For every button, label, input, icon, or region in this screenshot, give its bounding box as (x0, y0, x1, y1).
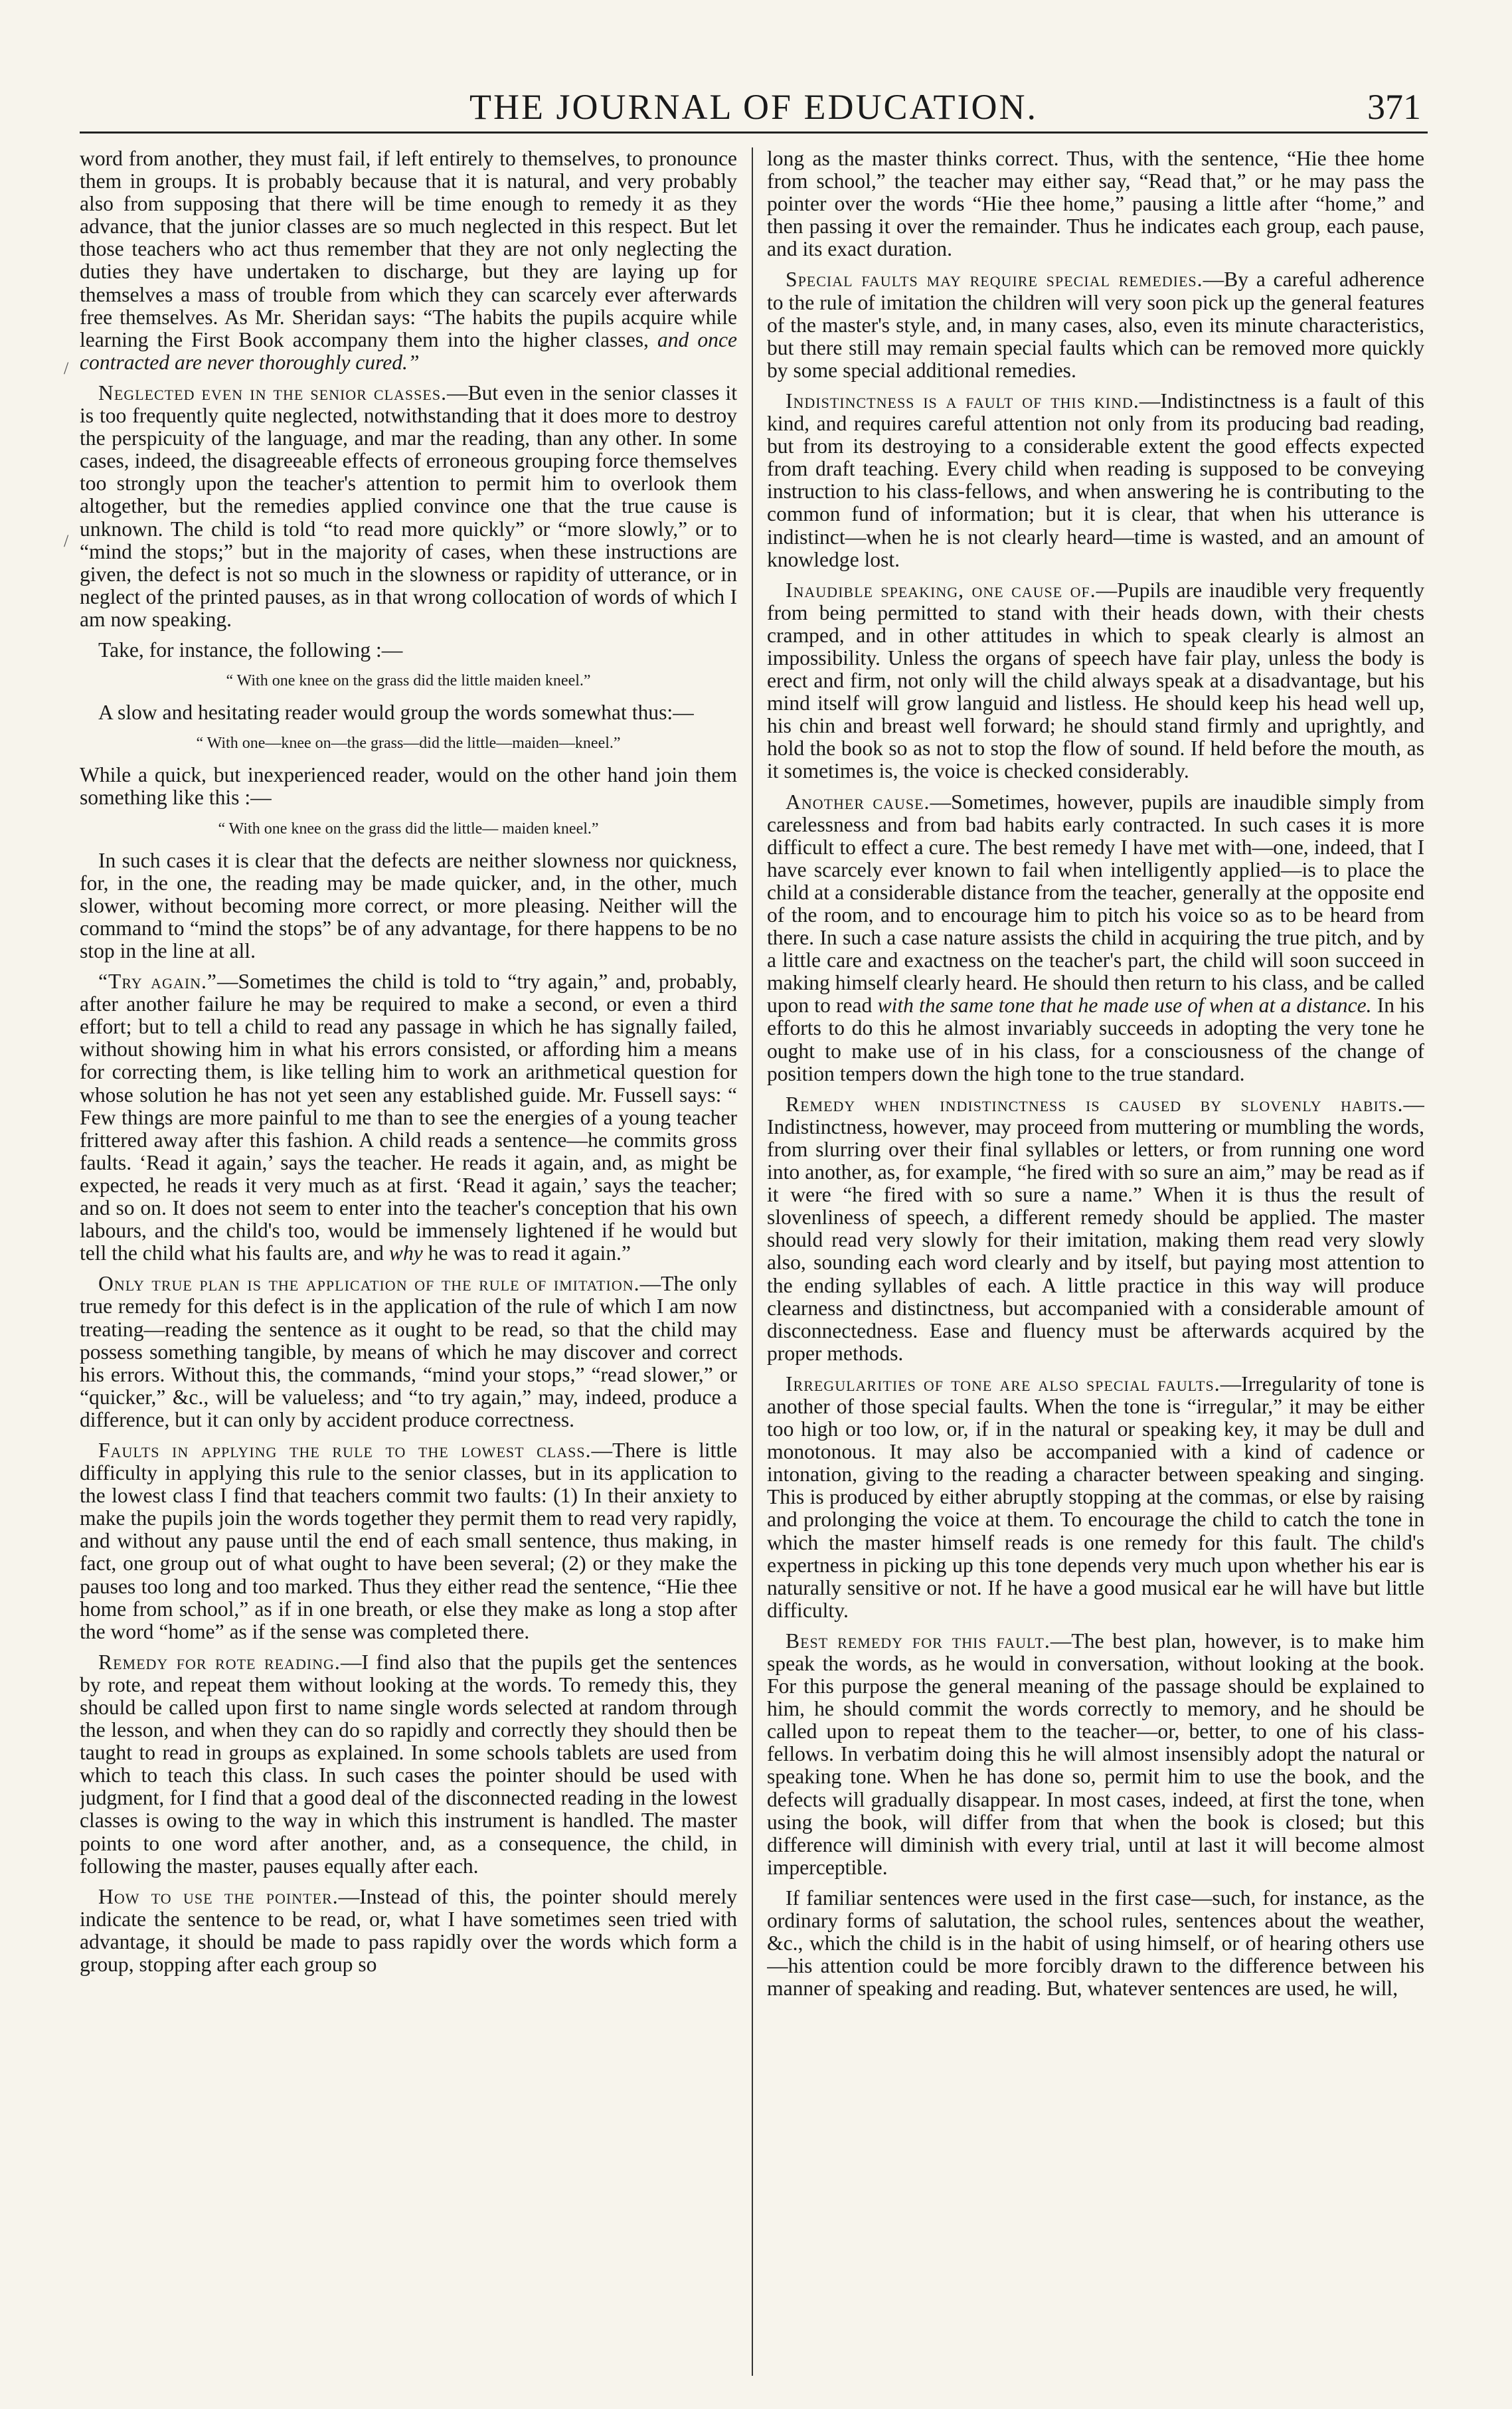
paragraph: A slow and hesitating reader would group the words somewhat thus:— (98, 701, 694, 725)
page-number: 371 (1367, 87, 1421, 127)
quotation: “ With one knee on the grass did the little— maiden kneel.” (218, 820, 599, 838)
section-heading: Faults in applying the rule to the lowest class. (98, 1438, 592, 1462)
paragraph: Remedy when indistinctness is caused by slovenly habits.—Indistinctness, however, may proceed from muttering or mumbling the words, from slurring over their final syllables or letters, or from running one word into another, as, for example, “he fired with so sure an aim,” may be read as if it were “he fired with so sure a name.” When it is thus the result of slovenliness of speech, a different remedy should be applied. The master should read very slowly for their imitation, making them read very slowly also, sounding each word clearly and by itself, but paying most attention to the ending syllables of each. A little practice in this way will produce clearness and distinctness, but accompanied with a considerable amount of disconnectedness. Ease and fluency must be afterwards acquired by the proper methods. (767, 1092, 1424, 1365)
paragraph: How to use the pointer.—Instead of this, the pointer should merely indicate the sentence to be read, or, what I have sometimes seen tried with advantage, it should be made to pass rapidly over the words which form a group, stopping after each group so (80, 1884, 737, 1977)
section-heading: Special faults may require special remedies. (786, 268, 1203, 292)
paragraph: Faults in applying the rule to the lowest class.—There is little difficulty in applying this rule to the senior classes, but in its application to the lowest class I find that teachers commit two faults: (1) In their anxiety to make the pupils join the words together they permit them to read very rapidly, and without any pause until the end of each small sentence, thus making, in fact, one group out of what ought to have been several; (2) or they make the pauses too long and too marked. Thus they either read the sentence, “Hie thee home from school,” as if in one breath, or else they make as long a stop after the word “home” as if the sense was completed there. (80, 1438, 737, 1643)
section-heading: Indistinctness is a fault of this kind. (786, 389, 1139, 412)
quotation: “ With one—knee on—the grass—did the little—maiden—kneel.” (196, 735, 621, 753)
section-heading: Irregularities of tone are also special faults. (786, 1372, 1220, 1395)
right-column (767, 147, 1424, 2379)
column-divider (752, 147, 753, 2376)
paragraph: “Try again.”—Sometimes the child is told to “try again,” and, probably, after another failure he may be required to make a second, or even a third effort; but to tell a child to read any passage in which he has signally failed, without showing him in what his errors consisted, or affording him a means for correcting them, is like telling him to work an arithmetical question for whose solution he has not yet seen any established guide. Mr. Fussell says: “ Few things are more painful to me than to see the energies of a young teacher frittered away after this fashion. A child reads a sentence—he commits gross faults. ‘Read it again,’ says the teacher. He reads it again, and, as might be expected, he reads it very much as at first. ‘Read it again,’ says the teacher; and so on. It does not seem to enter into the teacher's conception that his own labours, and the child's too, would be immensely lightened if he would but tell the child what his faults are, and why he was to read it again.” (80, 970, 737, 1265)
paragraph: While a quick, but inexperienced reader, would on the other hand join them something like this :— (80, 763, 737, 810)
margin-mark: / (64, 531, 69, 551)
section-heading: Remedy for rote reading. (98, 1650, 341, 1674)
quotation: “ With one knee on the grass did the little maiden kneel.” (226, 672, 591, 690)
section-heading: How to use the pointer. (98, 1884, 339, 1908)
running-title: THE JOURNAL OF EDUCATION. (469, 87, 1038, 127)
paragraph: Best remedy for this fault.—The best plan, however, is to make him speak the words, as he would in conversation, without looking at the book. For this purpose the general meaning of the passage should be explained to him, he should commit the words correctly to memory, and he should be called upon to repeat them to the teacher—or, better, to one of his class-fellows. In verbatim doing this he will almost insensibly adopt the natural or speaking tone. When he has done so, permit him to use the book, and the defects will gradually disappear. In most cases, indeed, at first the tone, when using the book, will differ from that when the book is closed; but this difference will diminish with every trial, until at last it will become almost imperceptible. (767, 1629, 1424, 1879)
section-heading: Best remedy for this fault. (786, 1629, 1050, 1652)
margin-mark: / (64, 359, 69, 378)
paragraph: If familiar sentences were used in the first case—such, for instance, as the ordinary forms of salutation, the school rules, sentences about the weather, &c., which the child is in the habit of using himself, or of hearing others use—his attention could be more forcibly drawn to the difference between his manner of speaking and reading. But, whatever sentences are used, he will, (767, 1886, 1424, 2001)
section-heading: Remedy when indistinctness is caused by slovenly habits. (786, 1092, 1404, 1116)
paragraph: Remedy for rote reading.—I find also that the pupils get the sentences by rote, and repeat them without looking at the words. To remedy this, they should be called upon first to name single words selected at random through the lesson, and when they can do so rapidly and correctly they should then be taught to read in groups as explained. In some schools tablets are used from which to teach this class. In such cases the pointer should be used with judgment, for I find that a good deal of the disconnected reading in the lowest classes is owing to the way in which this instrument is handled. The master points to one word after another, and, as a consequence, the child, in following the master, pauses equally after each. (80, 1650, 737, 1878)
section-heading: Another cause. (786, 790, 930, 814)
paragraph: In such cases it is clear that the defects are neither slowness nor quickness, for, in the one, the reading may be made quicker, and, in the other, much slower, without becoming more correct, or more pleasing. Neither will the command to “mind the stops” be of any advantage, for there happens to be no stop in the line at all. (80, 848, 737, 962)
paragraph: Take, for instance, the following :— (98, 638, 403, 662)
section-heading: “Try again.” (98, 970, 217, 994)
paragraph: Inaudible speaking, one cause of.—Pupils are inaudible very frequently from being permitted to stand with their heads down, with their chests cramped, and in other attitudes in which to speak clearly is almost an impossibility. Unless the organs of speech have fair play, unless the body is erect and firm, not only will the child always speak at a disadvantage, but his mind itself will grow languid and listless. He should keep his head well up, his chin and breast well forward; he should stand firmly and uprightly, and hold the book so as not to stop the flow of sound. If held before the mouth, as it sometimes is, the voice is checked considerably. (767, 578, 1424, 783)
left-column (80, 147, 737, 2379)
section-heading: Inaudible speaking, one cause of. (786, 578, 1096, 602)
paragraph: Special faults may require special remedies.—By a careful adherence to the rule of imitation the children will very soon pick up the general features of the master's style, and, in many cases, also, even its minute characteristics, but there still may remain special faults which can be removed more quickly by some special additional remedies. (767, 268, 1424, 382)
paragraph: Indistinctness is a fault of this kind.—Indistinctness is a fault of this kind, and requires careful attention not only from its producing bad reading, but from its destroying to a considerable extent the good effects expected from draft teaching. Every child when reading is supposed to be conveying instruction to his class-fellows, and when answering he is contributing to the common fund of information; but it is clear, that when his utterance is indistinct—when he is not clearly heard—time is wasted, and an amount of knowledge lost. (767, 389, 1424, 571)
section-heading: Neglected even in the senior classes. (98, 381, 447, 404)
paragraph: Another cause.—Sometimes, however, pupils are inaudible simply from carelessness and from bad habits early contracted. In such cases it is more difficult to effect a cure. The best remedy I have met with—one, indeed, that I have scarcely ever known to fail when intelligently applied—is to place the child at a considerable distance from the teacher, generally at the opposite end of the room, and to encourage him to pitch his voice so as to be heard from there. In such a case nature assists the child in acquiring the true pitch, and by a little care and exactness on the teacher's part, the child will soon succeed in making himself clearly heard. He should then return to his class, and be called upon to read with the same tone that he made use of when at a distance. In his efforts to do this he almost invariably succeeds in adopting the very tone he ought to make use of in his class, for a consciousness of the change of position tempers down the high tone to the true standard. (767, 790, 1424, 1085)
paragraph: word from another, they must fail, if left entirely to themselves, to pronounce them in groups. It is probably because that it is natural, and very probably also from supposing that there will be time enough to remedy it as they advance, that the junior classes are so much neglected in this respect. But let those teachers who act thus remember that they are not only neglecting the duties they have undertaken to discharge, but they are laying up for themselves a mass of trouble from which they can scarcely ever afterwards free themselves. As Mr. Sheridan says: “The habits the pupils acquire while learning the First Book accompany them into the higher classes, and once contracted are never thoroughly cured.” (80, 147, 737, 374)
page-header (80, 78, 1428, 134)
section-heading: Only true plan is the application of the rule of imitation. (98, 1272, 640, 1296)
paragraph: Irregularities of tone are also special faults.—Irregularity of tone is another of those special faults. When the tone is “irregular,” it may be either too high or too low, or, if in the natural or speaking key, it may be dull and monotonous. It may also be accompanied with a kind of cadence or intonation, giving to the reading a character between speaking and singing. This is produced by either abruptly stopping at the commas, or else by raising and prolonging the voice at them. To encourage the child to catch the tone in which the master himself reads is one remedy for this fault. The child's expertness in picking up this tone depends very much upon whether his ear is naturally sensitive or not. If he have a good musical ear he will have but little difficulty. (767, 1372, 1424, 1622)
paragraph: Only true plan is the application of the rule of imitation.—The only true remedy for this defect is in the application of the rule of which I am now treating—reading the sentence as it ought to be read, so that the child may possess something tangible, by means of which he may discover and correct his errors. Without this, the commands, “mind your stops,” “read slower,” or “quicker,” &c., will be valueless; and “to try again,” may, indeed, produce a difference, but it can only by accident produce correctness. (80, 1272, 737, 1431)
paragraph: long as the master thinks correct. Thus, with the sentence, “Hie thee home from school,” the teacher may either say, “Read that,” or he may pass the pointer over the words “Hie thee home,” pausing a little after “home,” and then passing it over the remainder. Thus he indicates each group, each pause, and its exact duration. (767, 147, 1424, 261)
paragraph: Neglected even in the senior classes.—But even in the senior classes it is too frequently quite neglected, notwithstanding that it does more to destroy the perspicuity of the language, and mar the reading, than any other. In some cases, indeed, the disagreeable effects of erroneous grouping force themselves too strongly upon the teacher's attention to permit him to overlook them altogether, but the remedies applied convince one that the true cause is unknown. The child is told “to read more quickly” or “more slowly,” or to “mind the stops;” but in the majority of cases, when these instructions are given, the defect is not so much in the slowness or rapidity of utterance, or in neglect of the printed pauses, as in that wrong collocation of words of which I am now speaking. (80, 381, 737, 631)
